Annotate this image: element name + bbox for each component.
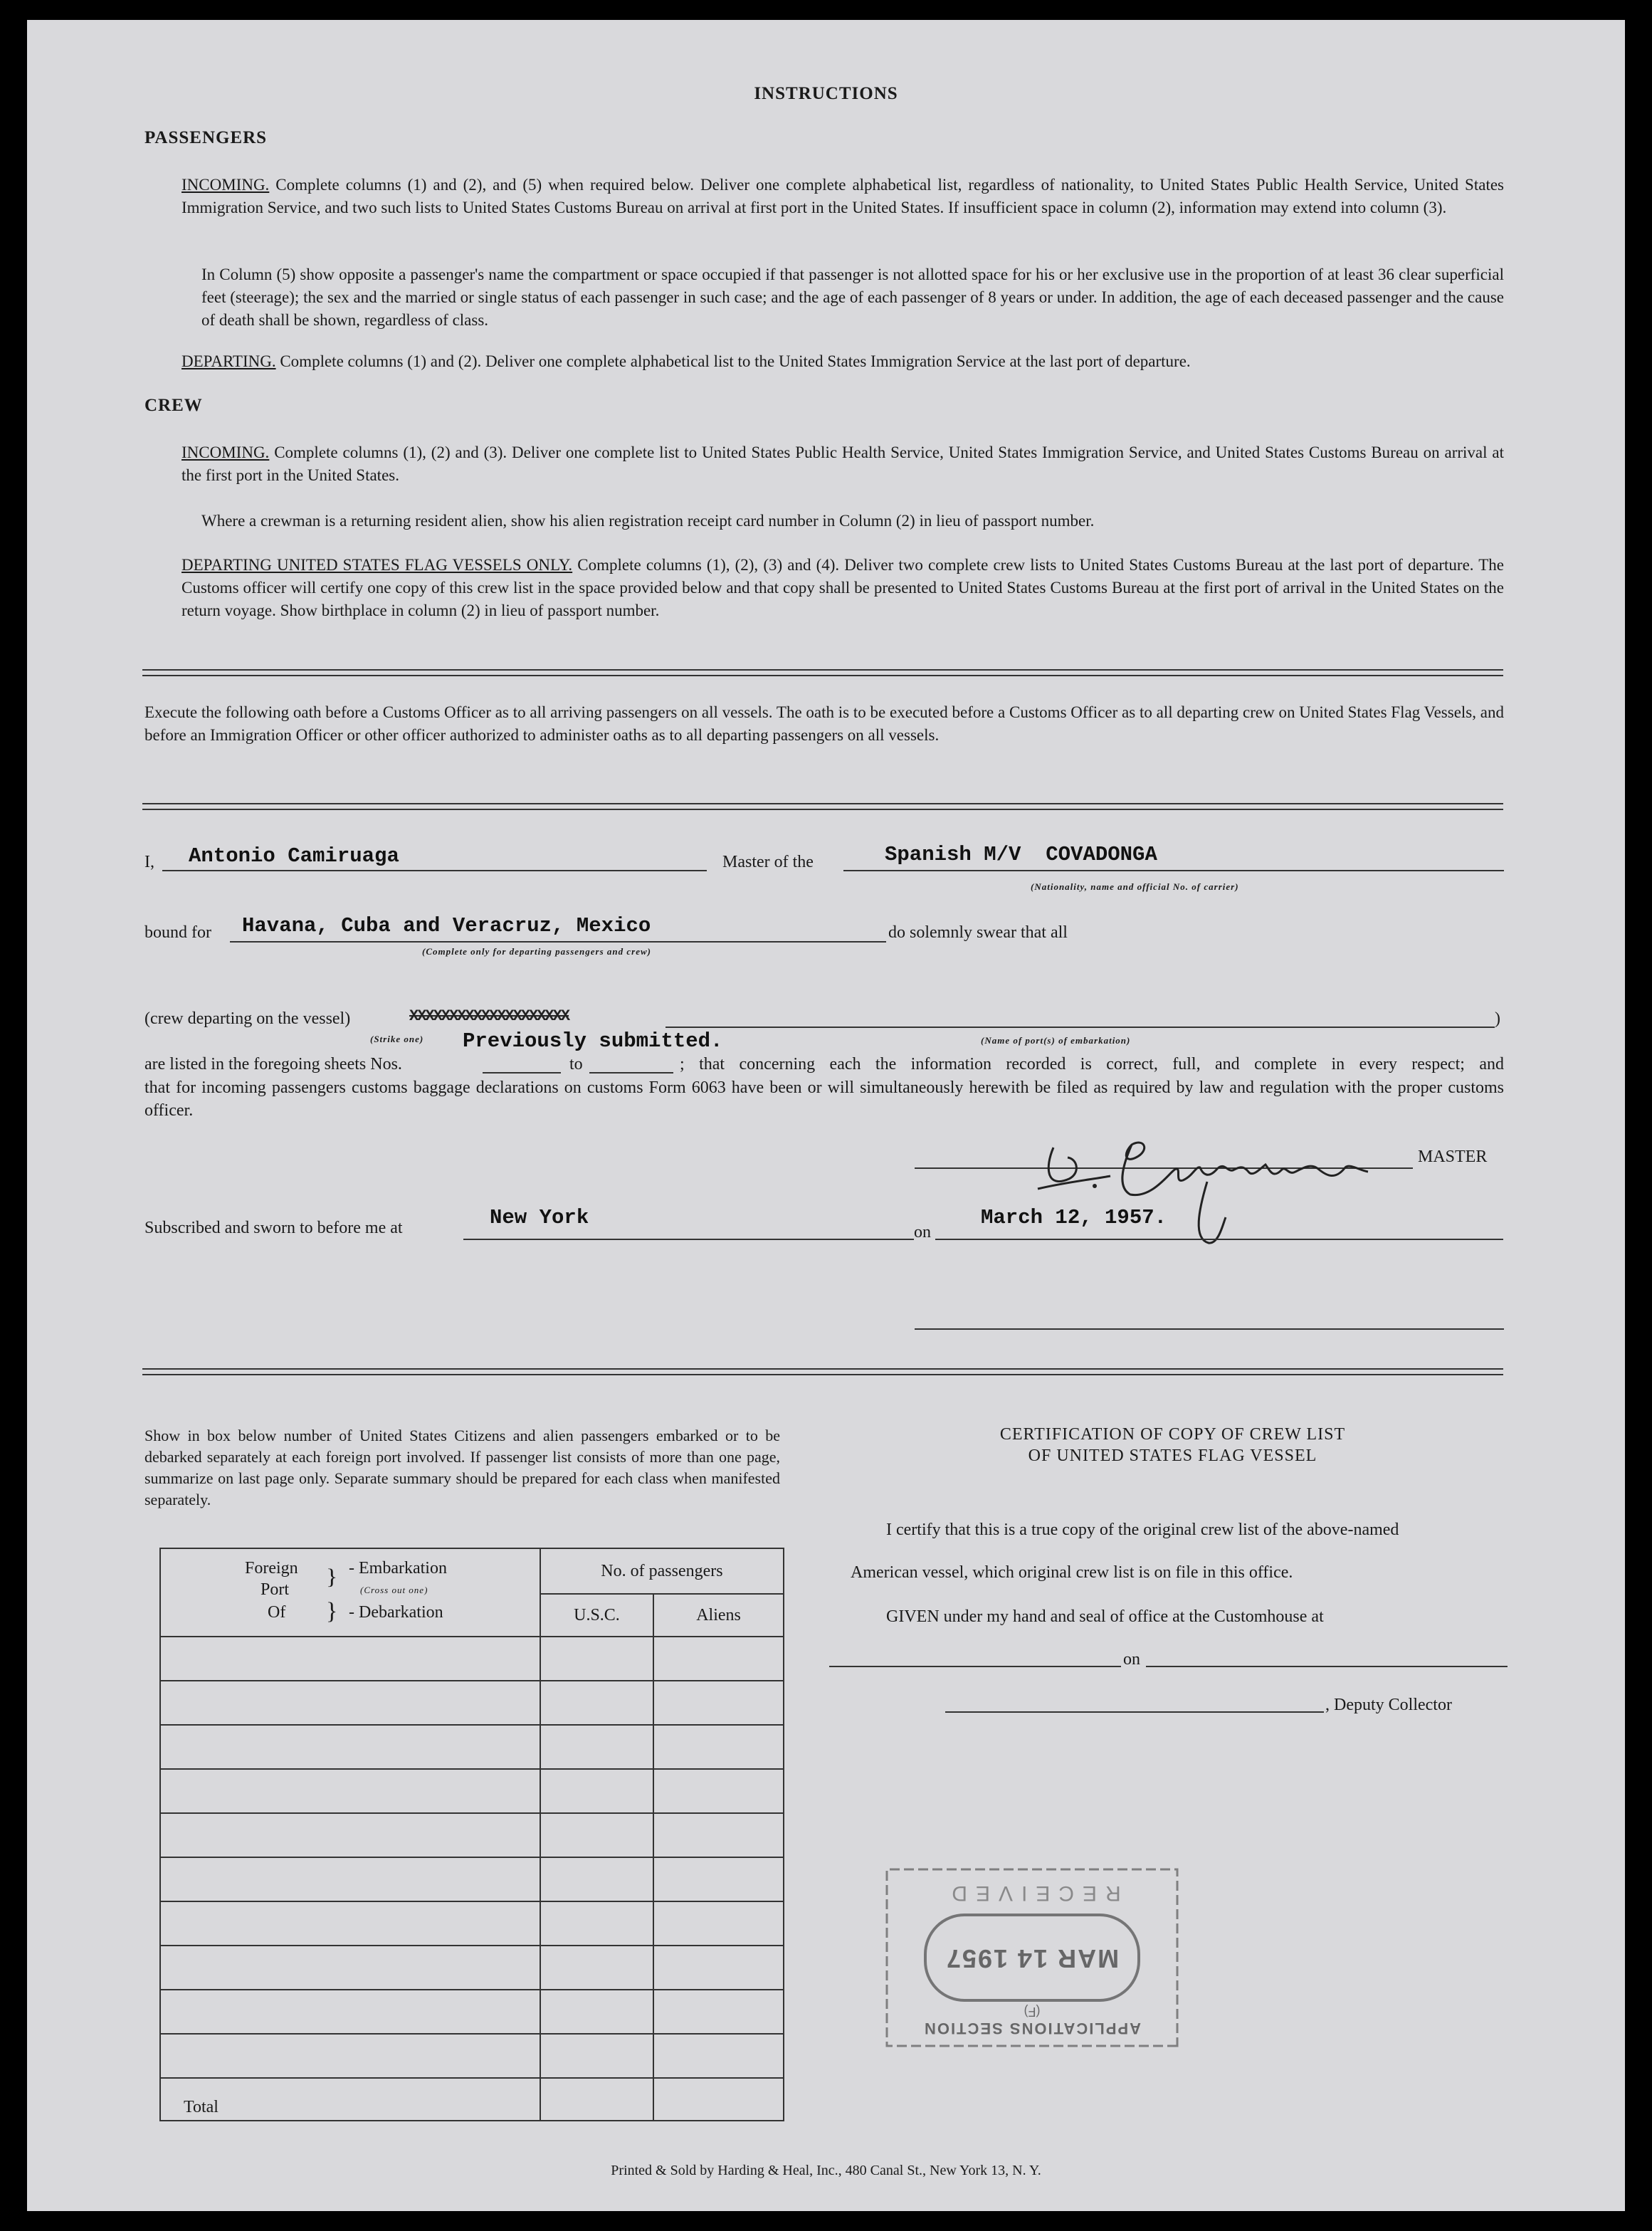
sworn-date-value: March 12, 1957.	[981, 1206, 1167, 1229]
aliens-cell[interactable]	[653, 1681, 784, 1725]
sworn-place-value: New York	[490, 1206, 589, 1229]
aliens-cell[interactable]	[653, 1946, 784, 1990]
subscribed-label: Subscribed and sworn to before me at	[144, 1219, 403, 1237]
on-label: on	[914, 1223, 931, 1242]
table-row	[160, 2034, 784, 2078]
destination-caption: (Complete only for departing passengers and crew)	[422, 946, 651, 957]
table-row	[160, 1813, 784, 1857]
brace-icon: }	[326, 1598, 338, 1624]
summary-instructions: Show in box below number of United States Citizens and alien passengers embarked or to be debarked separately at each foreign port involved. If passenger list consists of more than one page, summarize on last page only. Separate summary should be prepared for each class when manifested separately.	[144, 1427, 780, 1508]
sheet-to-field[interactable]	[589, 1051, 673, 1073]
aliens-cell[interactable]	[653, 1637, 784, 1681]
port-cell[interactable]	[160, 1725, 540, 1769]
struck-text: XXXXXXXXXXXXXXXXXXXX	[409, 1007, 569, 1025]
page-title: INSTRUCTIONS	[754, 84, 898, 103]
table-row	[160, 1990, 784, 2034]
crew-departing-label: DEPARTING UNITED STATES FLAG VESSELS ONLY.	[181, 556, 573, 574]
deputy-collector-label: , Deputy Collector	[1325, 1696, 1452, 1714]
usc-cell[interactable]	[540, 1769, 653, 1813]
deputy-collector-signature-field[interactable]	[945, 1691, 1324, 1713]
vessel-value: Spanish M/V COVADONGA	[885, 843, 1157, 866]
usc-cell[interactable]	[540, 1813, 653, 1857]
previously-submitted-value: Previously submitted.	[463, 1029, 723, 1053]
certify-line-1: I certify that this is a true copy of the original crew list of the above-named	[886, 1521, 1399, 1539]
header-cross-out: (Cross out one)	[360, 1585, 428, 1595]
stamp-section: APPLICATIONS SECTION	[922, 2020, 1142, 2037]
passengers-column5-text: In Column (5) show opposite a passenger's name the compartment or space occupied if that passenger is not allotted space for his or her exclusive use in the proportion of at least 36 clear superficial feet (steerage); the sex and the married or single status of each passenger in such case; and the age of each passenger of 8 years or under. In addition, the age of each deceased passenger and the cause of death shall be shown, regardless of class.	[201, 266, 1504, 329]
port-header-cell	[160, 1548, 540, 1637]
header-of: Of	[268, 1603, 286, 1622]
master-of-label: Master of the	[722, 853, 814, 871]
aliens-cell[interactable]	[653, 1990, 784, 2034]
header-foreign: Foreign	[245, 1559, 298, 1578]
aliens-cell[interactable]	[653, 1901, 784, 1946]
aliens-total-cell[interactable]	[653, 2078, 784, 2121]
usc-cell[interactable]	[540, 2034, 653, 2078]
port-cell[interactable]	[160, 1857, 540, 1901]
aliens-cell[interactable]	[653, 1857, 784, 1901]
usc-cell[interactable]	[540, 1725, 653, 1769]
port-cell[interactable]	[160, 1637, 540, 1681]
officer-signature-field[interactable]	[915, 1307, 1504, 1330]
stamp-word: RECEIVED	[943, 1881, 1121, 1905]
usc-cell[interactable]	[540, 1946, 653, 1990]
printer-footer: Printed & Sold by Harding & Heal, Inc., 480 Canal St., New York 13, N. Y.	[611, 2163, 1041, 2178]
bound-for-label: bound for	[144, 923, 211, 942]
usc-header: U.S.C.	[540, 1594, 653, 1637]
section-divider	[142, 1368, 1503, 1375]
certification-heading-2: OF UNITED STATES FLAG VESSEL	[1028, 1447, 1317, 1465]
table-row	[160, 1725, 784, 1769]
stamp-code: (F)	[1024, 2005, 1041, 2019]
usc-cell[interactable]	[540, 1901, 653, 1946]
crew-departing-label: (crew departing on the vessel)	[144, 1009, 351, 1028]
paren-close: )	[1495, 1009, 1500, 1028]
swear-text: do solemnly swear that all	[888, 923, 1068, 942]
oath-intro-text: Execute the following oath before a Customs Officer as to all arriving passengers on all vessels. The oath is to be executed before a Customs Officer as to all departing crew on United States Flag Vessels, and before an Immigration Officer or other officer authorized to administer oaths as to all departing passengers on all vessels.	[144, 703, 1504, 744]
destination-value: Havana, Cuba and Veracruz, Mexico	[242, 914, 651, 938]
certification-on-label: on	[1123, 1650, 1140, 1669]
total-label: Total	[160, 2078, 540, 2121]
master-name-value: Antonio Camiruaga	[189, 844, 399, 868]
brace-icon: }	[326, 1565, 338, 1590]
aliens-cell[interactable]	[653, 1769, 784, 1813]
passengers-departing-label: DEPARTING.	[181, 352, 276, 370]
passengers-heading: PASSENGERS	[144, 128, 268, 147]
to-label: to	[569, 1055, 583, 1073]
received-stamp	[883, 1865, 1182, 2050]
table-row	[160, 1857, 784, 1901]
master-label: MASTER	[1418, 1148, 1488, 1166]
usc-cell[interactable]	[540, 1637, 653, 1681]
usc-cell[interactable]	[540, 1681, 653, 1725]
usc-cell[interactable]	[540, 1990, 653, 2034]
certification-date-field[interactable]	[1146, 1646, 1508, 1667]
given-text: GIVEN under my hand and seal of office at the Customhouse at	[886, 1607, 1324, 1626]
crew-crewman-text: Where a crewman is a returning resident alien, show his alien registration receipt card number in Column (2) in lieu of passport number.	[201, 512, 1095, 530]
no-passengers-header: No. of passengers	[540, 1548, 784, 1594]
customhouse-field[interactable]	[829, 1646, 1121, 1667]
table-row	[160, 1946, 784, 1990]
aliens-cell[interactable]	[653, 1813, 784, 1857]
listed-text-a: are listed in the foregoing sheets Nos.	[144, 1055, 402, 1073]
aliens-header: Aliens	[653, 1594, 784, 1637]
header-embarkation: - Embarkation	[349, 1559, 447, 1578]
table-row	[160, 1769, 784, 1813]
sheet-from-field[interactable]	[483, 1051, 561, 1073]
oath-i-label: I,	[144, 853, 154, 871]
table-row	[160, 1637, 784, 1681]
aliens-cell[interactable]	[653, 1725, 784, 1769]
vessel-caption: (Nationality, name and official No. of carrier)	[1031, 881, 1239, 892]
port-cell[interactable]	[160, 1946, 540, 1990]
crew-heading: CREW	[144, 396, 203, 415]
crew-departing-text: DEPARTING UNITED STATES FLAG VESSELS ONLY. Complete columns (1), (2), (3) and (4). Deliver two complete crew lists to United States Customs Bureau at the last port of departure. The Customs officer will certify one copy of this crew list in the space provided below and that copy shall be presented to United States Customs Bureau at the first port of arrival in the United States on the return voyage. Show birthplace in column (2) in lieu of passport number.	[181, 556, 1505, 619]
aliens-cell[interactable]	[653, 2034, 784, 2078]
header-debarkation: - Debarkation	[349, 1603, 443, 1622]
usc-cell[interactable]	[540, 1857, 653, 1901]
port-cell[interactable]	[160, 1769, 540, 1813]
section-divider	[142, 803, 1503, 810]
strike-caption: (Strike one)	[370, 1034, 424, 1044]
crew-incoming-text: INCOMING. Complete columns (1), (2) and (3). Deliver one complete list to United States Public Health Service, United States Immigration Service, and United States Customs Bureau on arrival at the first port in the United States.	[181, 443, 1505, 484]
table-row	[160, 1901, 784, 1946]
port-cell[interactable]	[160, 1990, 540, 2034]
certify-line-2: American vessel, which original crew list is on file in this office.	[851, 1563, 1293, 1582]
total-row	[160, 2078, 784, 2121]
listed-text-c: that for incoming passengers customs baggage declarations on customs Form 6063 have been or will simultaneously herewith be filed as required by law and regulation with the proper customs officer.	[144, 1078, 1504, 1120]
crew-incoming-label: INCOMING.	[181, 443, 270, 461]
port-caption: (Name of port(s) of embarkation)	[981, 1035, 1131, 1046]
port-cell[interactable]	[160, 1681, 540, 1725]
section-divider	[142, 669, 1503, 676]
stamp-date: MAR 14 1957	[945, 1944, 1120, 1973]
port-cell[interactable]	[160, 2034, 540, 2078]
port-cell[interactable]	[160, 1901, 540, 1946]
passengers-departing-text: DEPARTING. Complete columns (1) and (2). Deliver one complete alphabetical list to the United States Immigration Service at the last port of departure.	[181, 352, 1191, 370]
passengers-incoming-text: INCOMING. Complete columns (1) and (2), and (5) when required below. Deliver one complete alphabetical list, regardless of nationality, to United States Public Health Service, United States Immigration Service, and two such lists to United States Customs Bureau on arrival at first port in the United States. If insufficient space in column (2), information may extend into column (3).	[181, 176, 1504, 216]
port-cell[interactable]	[160, 1813, 540, 1857]
passengers-incoming-label: INCOMING.	[181, 176, 270, 194]
usc-total-cell[interactable]	[540, 2078, 653, 2121]
embarkation-port-field[interactable]	[665, 1005, 1495, 1028]
header-port: Port	[261, 1580, 290, 1599]
certification-heading-1: CERTIFICATION OF COPY OF CREW LIST	[999, 1425, 1346, 1444]
passenger-summary-table	[159, 1548, 784, 2121]
table-row	[160, 1681, 784, 1725]
listed-text-b: ; that concerning each the information recorded is correct, full, and complete in every respect; and	[680, 1055, 1504, 1073]
